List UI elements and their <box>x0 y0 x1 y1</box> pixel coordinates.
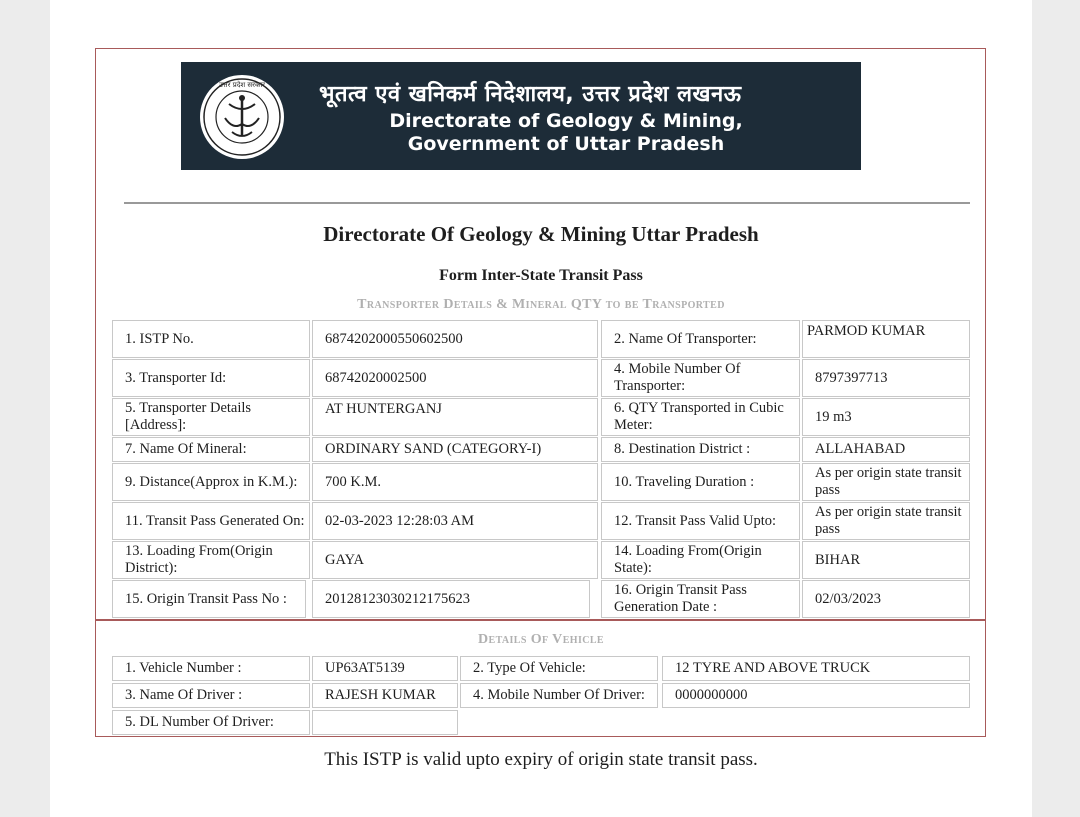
document-title: Directorate Of Geology & Mining Uttar Pradesh <box>323 222 759 246</box>
field-label: 4. Mobile Number Of Driver: <box>460 683 658 708</box>
field-label: 4. Mobile Number Of Transporter: <box>601 359 800 397</box>
vehicle-section-heading: Details Of Vehicle <box>477 632 604 647</box>
hindi-title: भूतत्व एवं खनिकर्म निदेशालय, उत्तर प्रदेश लखनऊ <box>319 82 742 107</box>
field-label: 14. Loading From(Origin State): <box>601 541 800 579</box>
field-label: 1. Vehicle Number : <box>112 656 310 681</box>
field-label: 7. Name Of Mineral: <box>112 437 310 462</box>
field-value: RAJESH KUMAR <box>312 683 458 708</box>
field-label: 12. Transit Pass Valid Upto: <box>601 502 800 540</box>
field-value: PARMOD KUMAR <box>802 320 970 358</box>
field-label: 3. Transporter Id: <box>112 359 310 397</box>
field-value: As per origin state transit pass <box>802 463 970 501</box>
svg-text:उत्तर प्रदेश सरकार: उत्तर प्रदेश सरकार <box>218 81 266 89</box>
field-value: 02/03/2023 <box>802 580 970 618</box>
validity-note: This ISTP is valid upto expiry of origin state transit pass. <box>324 749 758 770</box>
field-value: 68742020002500 <box>312 359 598 397</box>
form-subtitle: Form Inter-State Transit Pass <box>439 267 643 284</box>
field-label: 10. Traveling Duration : <box>601 463 800 501</box>
field-label: 2. Type Of Vehicle: <box>460 656 658 681</box>
field-label: 16. Origin Transit Pass Generation Date : <box>601 580 800 618</box>
transit-pass-document <box>50 0 1032 817</box>
field-value: UP63AT5139 <box>312 656 458 681</box>
field-label: 15. Origin Transit Pass No : <box>112 580 306 618</box>
field-value: ALLAHABAD <box>802 437 970 462</box>
field-value: 12 TYRE AND ABOVE TRUCK <box>662 656 970 681</box>
field-label: 5. Transporter Details [Address]: <box>112 398 310 436</box>
field-value: GAYA <box>312 541 598 579</box>
field-value: 700 K.M. <box>312 463 598 501</box>
field-value: 6874202000550602500 <box>312 320 598 358</box>
field-value: 0000000000 <box>662 683 970 708</box>
field-value: 20128123030212175623 <box>312 580 590 618</box>
field-label: 2. Name Of Transporter: <box>601 320 800 358</box>
field-label: 1. ISTP No. <box>112 320 310 358</box>
header-divider <box>124 202 970 204</box>
field-label: 11. Transit Pass Generated On: <box>112 502 310 540</box>
field-value: 8797397713 <box>802 359 970 397</box>
field-value <box>312 710 458 735</box>
transporter-section-heading: Transporter Details & Mineral QTY to be Transported <box>357 297 725 312</box>
field-label: 9. Distance(Approx in K.M.): <box>112 463 310 501</box>
field-label: 6. QTY Transported in Cubic Meter: <box>601 398 800 436</box>
field-value: As per origin state transit pass <box>802 502 970 540</box>
section-separator <box>95 619 986 621</box>
header-banner <box>181 62 861 170</box>
field-label: 13. Loading From(Origin District): <box>112 541 310 579</box>
english-title-line1: Directorate of Geology & Mining, <box>389 110 743 132</box>
field-value: AT HUNTERGANJ <box>312 398 598 436</box>
field-label: 8. Destination District : <box>601 437 800 462</box>
field-label: 3. Name Of Driver : <box>112 683 310 708</box>
field-label: 5. DL Number Of Driver: <box>112 710 310 735</box>
field-value: 19 m3 <box>802 398 970 436</box>
field-value: ORDINARY SAND (CATEGORY-I) <box>312 437 598 462</box>
field-value: 02-03-2023 12:28:03 AM <box>312 502 598 540</box>
english-title-line2: Government of Uttar Pradesh <box>407 133 725 155</box>
field-value: BIHAR <box>802 541 970 579</box>
